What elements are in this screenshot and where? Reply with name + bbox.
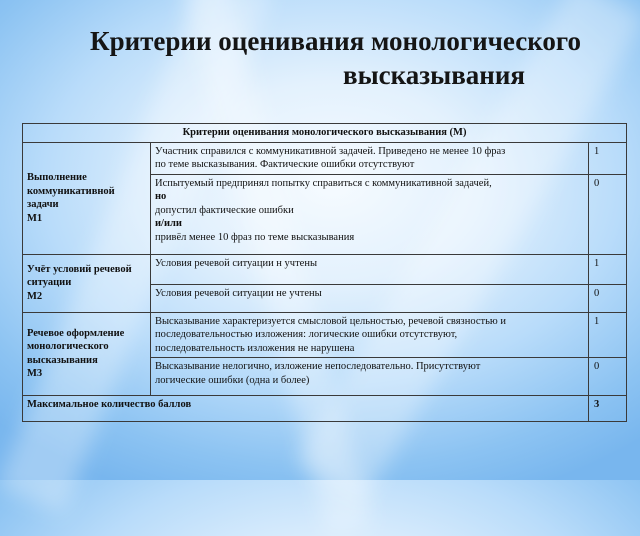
slide-title-line-1: Критерии оценивания монологического xyxy=(90,26,581,56)
table-header-row xyxy=(23,124,627,143)
criterion-m2-name: Учёт условий речевой ситуации М2 xyxy=(23,254,151,312)
criterion-m1-level-0-text: Испытуемый предпринял попытку справиться с коммуникативной задачей, но допустил фактические ошибки и/или привёл менее 10 фраз по теме высказывания xyxy=(151,174,589,254)
criterion-m1-level-1-score: 1 xyxy=(589,142,627,174)
criteria-table xyxy=(22,123,627,422)
criterion-m1-level-1-text: Участник справился с коммуникативной задачей. Приведено не менее 10 фраз по теме высказывания. Фактические ошибки отсутствуют xyxy=(151,142,589,174)
criterion-m2-level-0-score: 0 xyxy=(589,284,627,312)
criterion-m3-level-0-score: 0 xyxy=(589,358,627,396)
criterion-m1-name: Выполнение коммуникативной задачи М1 xyxy=(23,142,151,254)
criterion-m2-level-0-text: Условия речевой ситуации не учтены xyxy=(151,284,589,312)
total-label: Максимальное количество баллов xyxy=(23,396,589,422)
criterion-m3-level-1-text: Высказывание характеризуется смысловой цельностью, речевой связностью и последовательностью изложения: логические ошибки отсутствуют, последовательность изложения не нарушена xyxy=(151,312,589,358)
criterion-m3-level-0-text: Высказывание нелогично, изложение непоследовательно. Присутствуют логические ошибки (одна и более) xyxy=(151,358,589,396)
criterion-m3-name: Речевое оформление монологического высказывания М3 xyxy=(23,312,151,396)
criterion-m2-level-1-score: 1 xyxy=(589,254,627,284)
criterion-m2-level-1-text: Условия речевой ситуации н учтены xyxy=(151,254,589,284)
total-score: 3 xyxy=(589,396,627,422)
table-row xyxy=(23,142,627,174)
table-header: Критерии оценивания монологического высказывания (М) xyxy=(23,124,627,143)
criterion-m1-level-0-score: 0 xyxy=(589,174,627,254)
slide-title xyxy=(0,24,640,92)
table-total-row xyxy=(23,396,627,422)
slide-title-line-2: высказывания xyxy=(343,60,526,90)
criterion-m3-level-1-score: 1 xyxy=(589,312,627,358)
table-row xyxy=(23,254,627,284)
table-row xyxy=(23,312,627,358)
